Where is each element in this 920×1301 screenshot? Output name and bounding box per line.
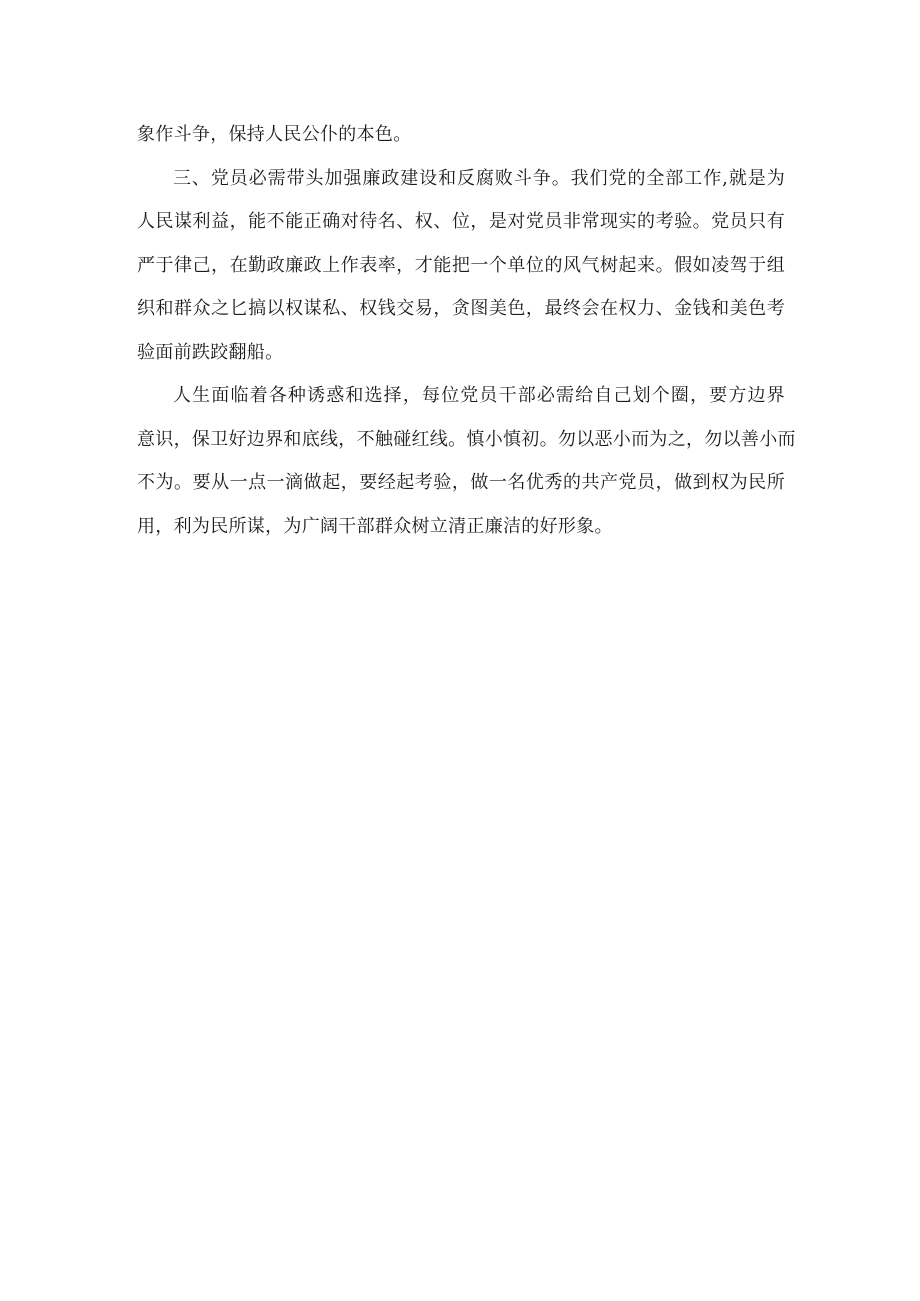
- text-line: 象作斗争，保持人民公仆的本色。: [137, 124, 412, 145]
- text-line: 不为。要从一点一滴做起，要经起考验，做一名优秀的共产党员，做到权为民所: [137, 472, 785, 493]
- text-line: 三、党员必需带头加强廉政建设和反腐败斗争。我们党的全部工作,就是为: [173, 167, 785, 189]
- text-line: 人民谋利益，能不能正确对待名、权、位，是对党员非常现实的考验。党员只有: [137, 211, 785, 232]
- text-line: 织和群众之匕搞以权谋私、权钱交易，贪图美色，最终会在权力、金钱和美色考: [137, 298, 785, 319]
- text-line: 用，利为民所谋，为广阔干部群众树立清正廉洁的好形象。: [137, 515, 613, 537]
- paragraph-3: [137, 374, 796, 548]
- text-line: 严于律己，在勤政廉政上作表率，才能把一个单位的风气树起来。假如凌驾于组: [137, 254, 785, 276]
- paragraph-2: [137, 157, 785, 375]
- paragraph-1: [137, 113, 785, 157]
- text-line: 意识，保卫好边界和底线，不触碰红线。慎小慎初。勿以恶小而为之，勿以善小而: [137, 428, 796, 450]
- text-line: 验面前跌跤翻船。: [137, 341, 284, 363]
- text-line: 人生面临着各种诱惑和选择，每位党员干部必需给自己划个圈，要方边界: [173, 385, 785, 406]
- document-body: [137, 113, 796, 548]
